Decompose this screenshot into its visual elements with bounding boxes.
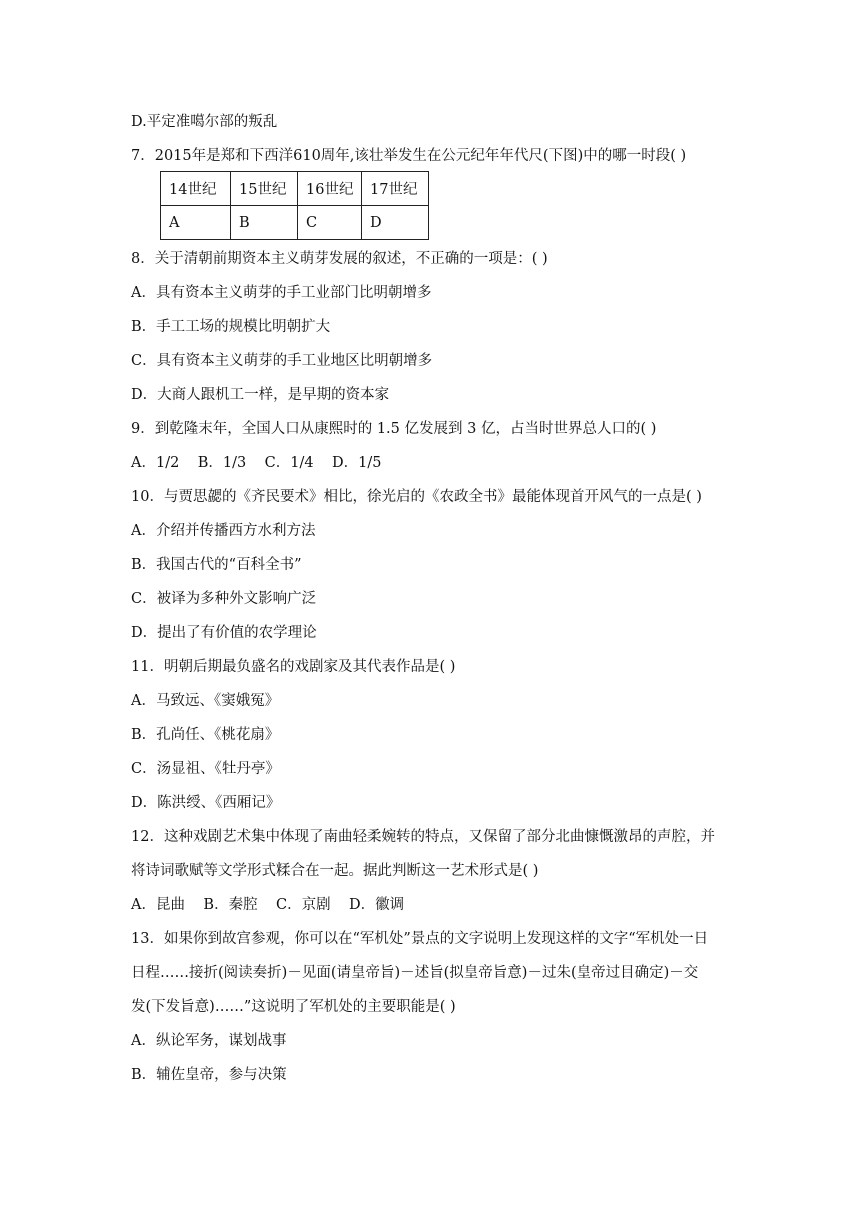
q12-stem-line1: 12．这种戏剧艺术集中体现了南曲轻柔婉转的特点，又保留了部分北曲慷慨激昂的声腔，并 — [131, 829, 715, 845]
q10-option-d: D．提出了有价值的农学理论 — [131, 625, 317, 641]
q10-stem: 10．与贾思勰的《齐民要术》相比，徐光启的《农政全书》最能体现首开风气的一点是( ) — [131, 489, 702, 505]
era-cell-16c: 16世纪 — [298, 172, 362, 206]
q8-option-d: D．大商人跟机工一样，是早期的资本家 — [131, 387, 390, 403]
q8-option-a: A．具有资本主义萌芽的手工业部门比明朝增多 — [131, 285, 432, 301]
q11-option-b: B．孔尚任、《桃花扇》 — [131, 727, 280, 743]
era-label-row — [161, 206, 429, 240]
q10-option-a: A．介绍并传播西方水利方法 — [131, 523, 316, 539]
era-header-row — [161, 172, 429, 206]
q13-stem-line3: 发(下发旨意)……”这说明了军机处的主要职能是( ) — [131, 999, 456, 1015]
era-cell-14c: 14世纪 — [161, 172, 231, 206]
q13-option-b: B．辅佐皇帝，参与决策 — [131, 1067, 287, 1083]
q8-option-c: C．具有资本主义萌芽的手工业地区比明朝增多 — [131, 353, 433, 369]
q13-option-a: A．纵论军务，谋划战事 — [131, 1033, 287, 1049]
era-cell-17c: 17世纪 — [362, 172, 429, 206]
era-timeline-table — [160, 171, 429, 240]
q10-option-c: C．被译为多种外文影响广泛 — [131, 591, 317, 607]
era-label-b: B — [231, 206, 298, 240]
era-label-c: C — [298, 206, 362, 240]
q9-stem: 9．到乾隆末年，全国人口从康熙时的 1.5 亿发展到 3 亿，占当时世界总人口的( ) — [131, 421, 657, 437]
q9-options: A．1/2 B．1/3 C．1/4 D．1/5 — [131, 455, 382, 471]
q7-stem: 7．2015年是郑和下西洋610周年,该壮举发生在公元纪年年代尺(下图)中的哪一时段( ) — [131, 148, 687, 164]
q8-stem: 8．关于清朝前期资本主义萌芽发展的叙述，不正确的一项是：( ) — [131, 251, 548, 267]
q11-option-c: C．汤显祖、《牡丹亭》 — [131, 761, 280, 777]
q11-stem: 11．明朝后期最负盛名的戏剧家及其代表作品是( ) — [131, 659, 456, 675]
era-cell-15c: 15世纪 — [231, 172, 298, 206]
q12-stem-line2: 将诗词歌赋等文学形式糅合在一起。据此判断这一艺术形式是( ) — [131, 863, 539, 879]
q10-option-b: B．我国古代的“百科全书” — [131, 557, 302, 573]
era-label-a: A — [161, 206, 231, 240]
q12-options: A．昆曲 B．秦腔 C．京剧 D．徽调 — [131, 897, 405, 913]
era-label-d: D — [362, 206, 429, 240]
q8-option-b: B．手工工场的规模比明朝扩大 — [131, 319, 331, 335]
q6-option-d: D.平定准噶尔部的叛乱 — [131, 114, 278, 130]
q13-stem-line2: 日程……接折(阅读奏折)－见面(请皇帝旨)－述旨(拟皇帝旨意)－过朱(皇帝过目确定)－交 — [131, 965, 699, 981]
q11-option-a: A．马致远、《窦娥冤》 — [131, 693, 280, 709]
q11-option-d: D．陈洪绶、《西厢记》 — [131, 795, 281, 811]
q13-stem-line1: 13．如果你到故宫参观，你可以在“军机处”景点的文字说明上发现这样的文字“军机处一日 — [131, 931, 709, 947]
